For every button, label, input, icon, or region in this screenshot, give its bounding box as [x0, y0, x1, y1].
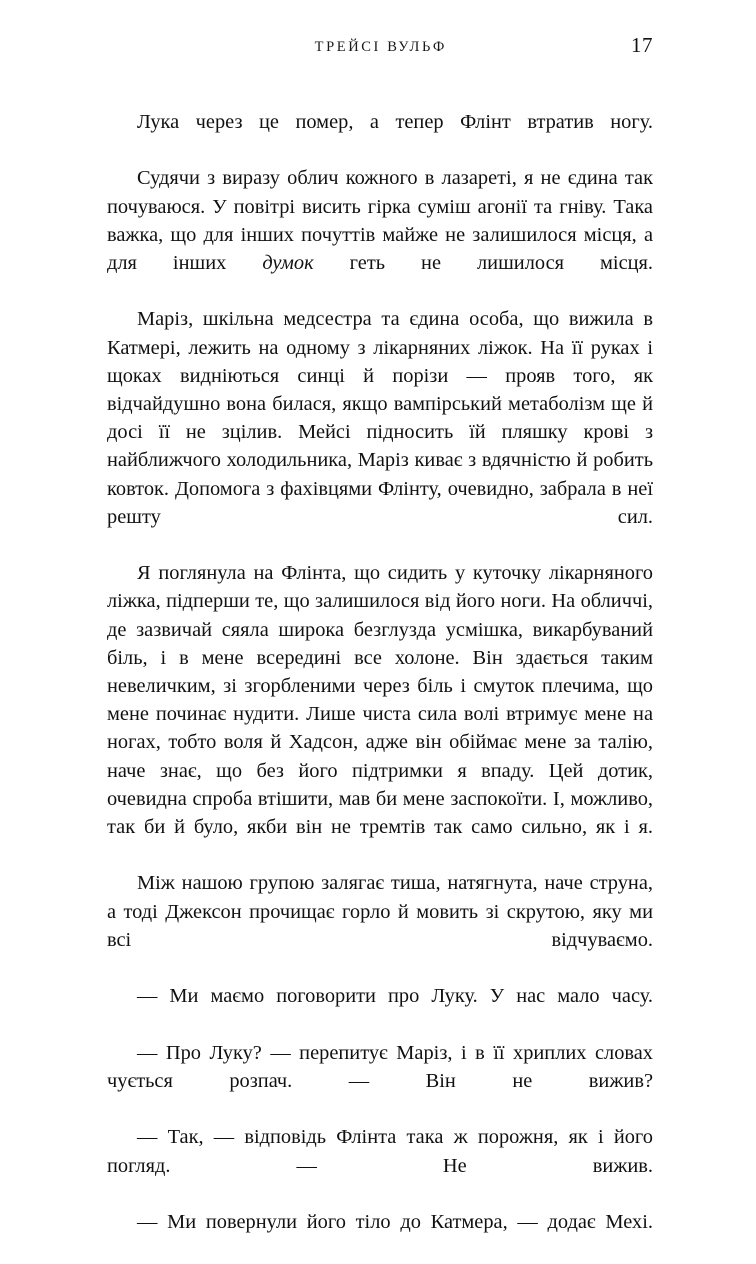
paragraph	[107, 164, 653, 305]
emphasis-word: думок	[262, 252, 314, 275]
dialogue-line: — Так, — відповідь Флінта така ж порожня, як і його погляд. — Не вижив.	[107, 1126, 653, 1177]
paragraph: Між нашою групою залягає тиша, натягнута, наче струна, а тоді Джексон прочищає горло й мовить зі скрутою, яку ми всі відчуваємо.	[107, 872, 653, 951]
running-head	[107, 33, 653, 62]
dialogue-line: — Ми маємо поговорити про Луку. У нас мало часу.	[137, 985, 653, 1008]
paragraph: Лука через це помер, а тепер Флінт втратив ногу.	[137, 111, 653, 133]
running-head-author: ТРЕЙСІ ВУЛЬФ	[314, 39, 447, 55]
dialogue-line: — Ми повернули його тіло до Катмера, — додає Мехі.	[137, 1210, 653, 1233]
paragraph-text-segment: Судячи з виразу облич кожного в лазареті, я не єдина так почуваюся. У повітрі висить гірка суміш агонії та гніву. Така важка, що для інших почуттів майже не залишилося місця, а для інших	[107, 167, 653, 275]
page-number: 17	[631, 33, 653, 57]
paragraph: Маріз, шкільна медсестра та єдина особа, що вижила в Катмері, лежить на одному з лікарняних ліжок. На її руках і щоках видніються синці й порізи — прояв того, як відчайдушно вона билася, якщо вампірський метаболізм ще й досі її не зцілив. Мейсі підносить їй пляшку крові з найближчого холодильника, Маріз киває з вдячністю й робить ковток. Допомога з фахівцями Флінту, очевидно, забрала в неї решту сил.	[107, 308, 653, 528]
dialogue-line: — Про Луку? — перепитує Маріз, і в її хриплих словах чується розпач. — Він не вижив?	[107, 1041, 653, 1092]
paragraph: Я поглянула на Флінта, що сидить у куточку лікарняного ліжка, підперши те, що залишилося від його ноги. На обличчі, де зазвичай сяяла широка безглузда усмішка, викарбуваний біль, і в мене всередині все холоне. Він здається таким невеличким, зі згорбленими через біль і смуток плечима, що мене починає нудити. Лише чиста сила волі втримує мене на ногах, тобто воля й Хадсон, адже він обіймає мене за талію, наче знає, що без його підтримки я впаду. Цей дотик, очевидна спроба втішити, мав би мене заспокоїти. І, можливо, так би й було, якби він не тремтів так само сильно, як і я.	[107, 562, 653, 839]
body-text	[107, 108, 653, 1264]
paragraph-text-segment: геть не лишилося місця.	[313, 252, 654, 275]
